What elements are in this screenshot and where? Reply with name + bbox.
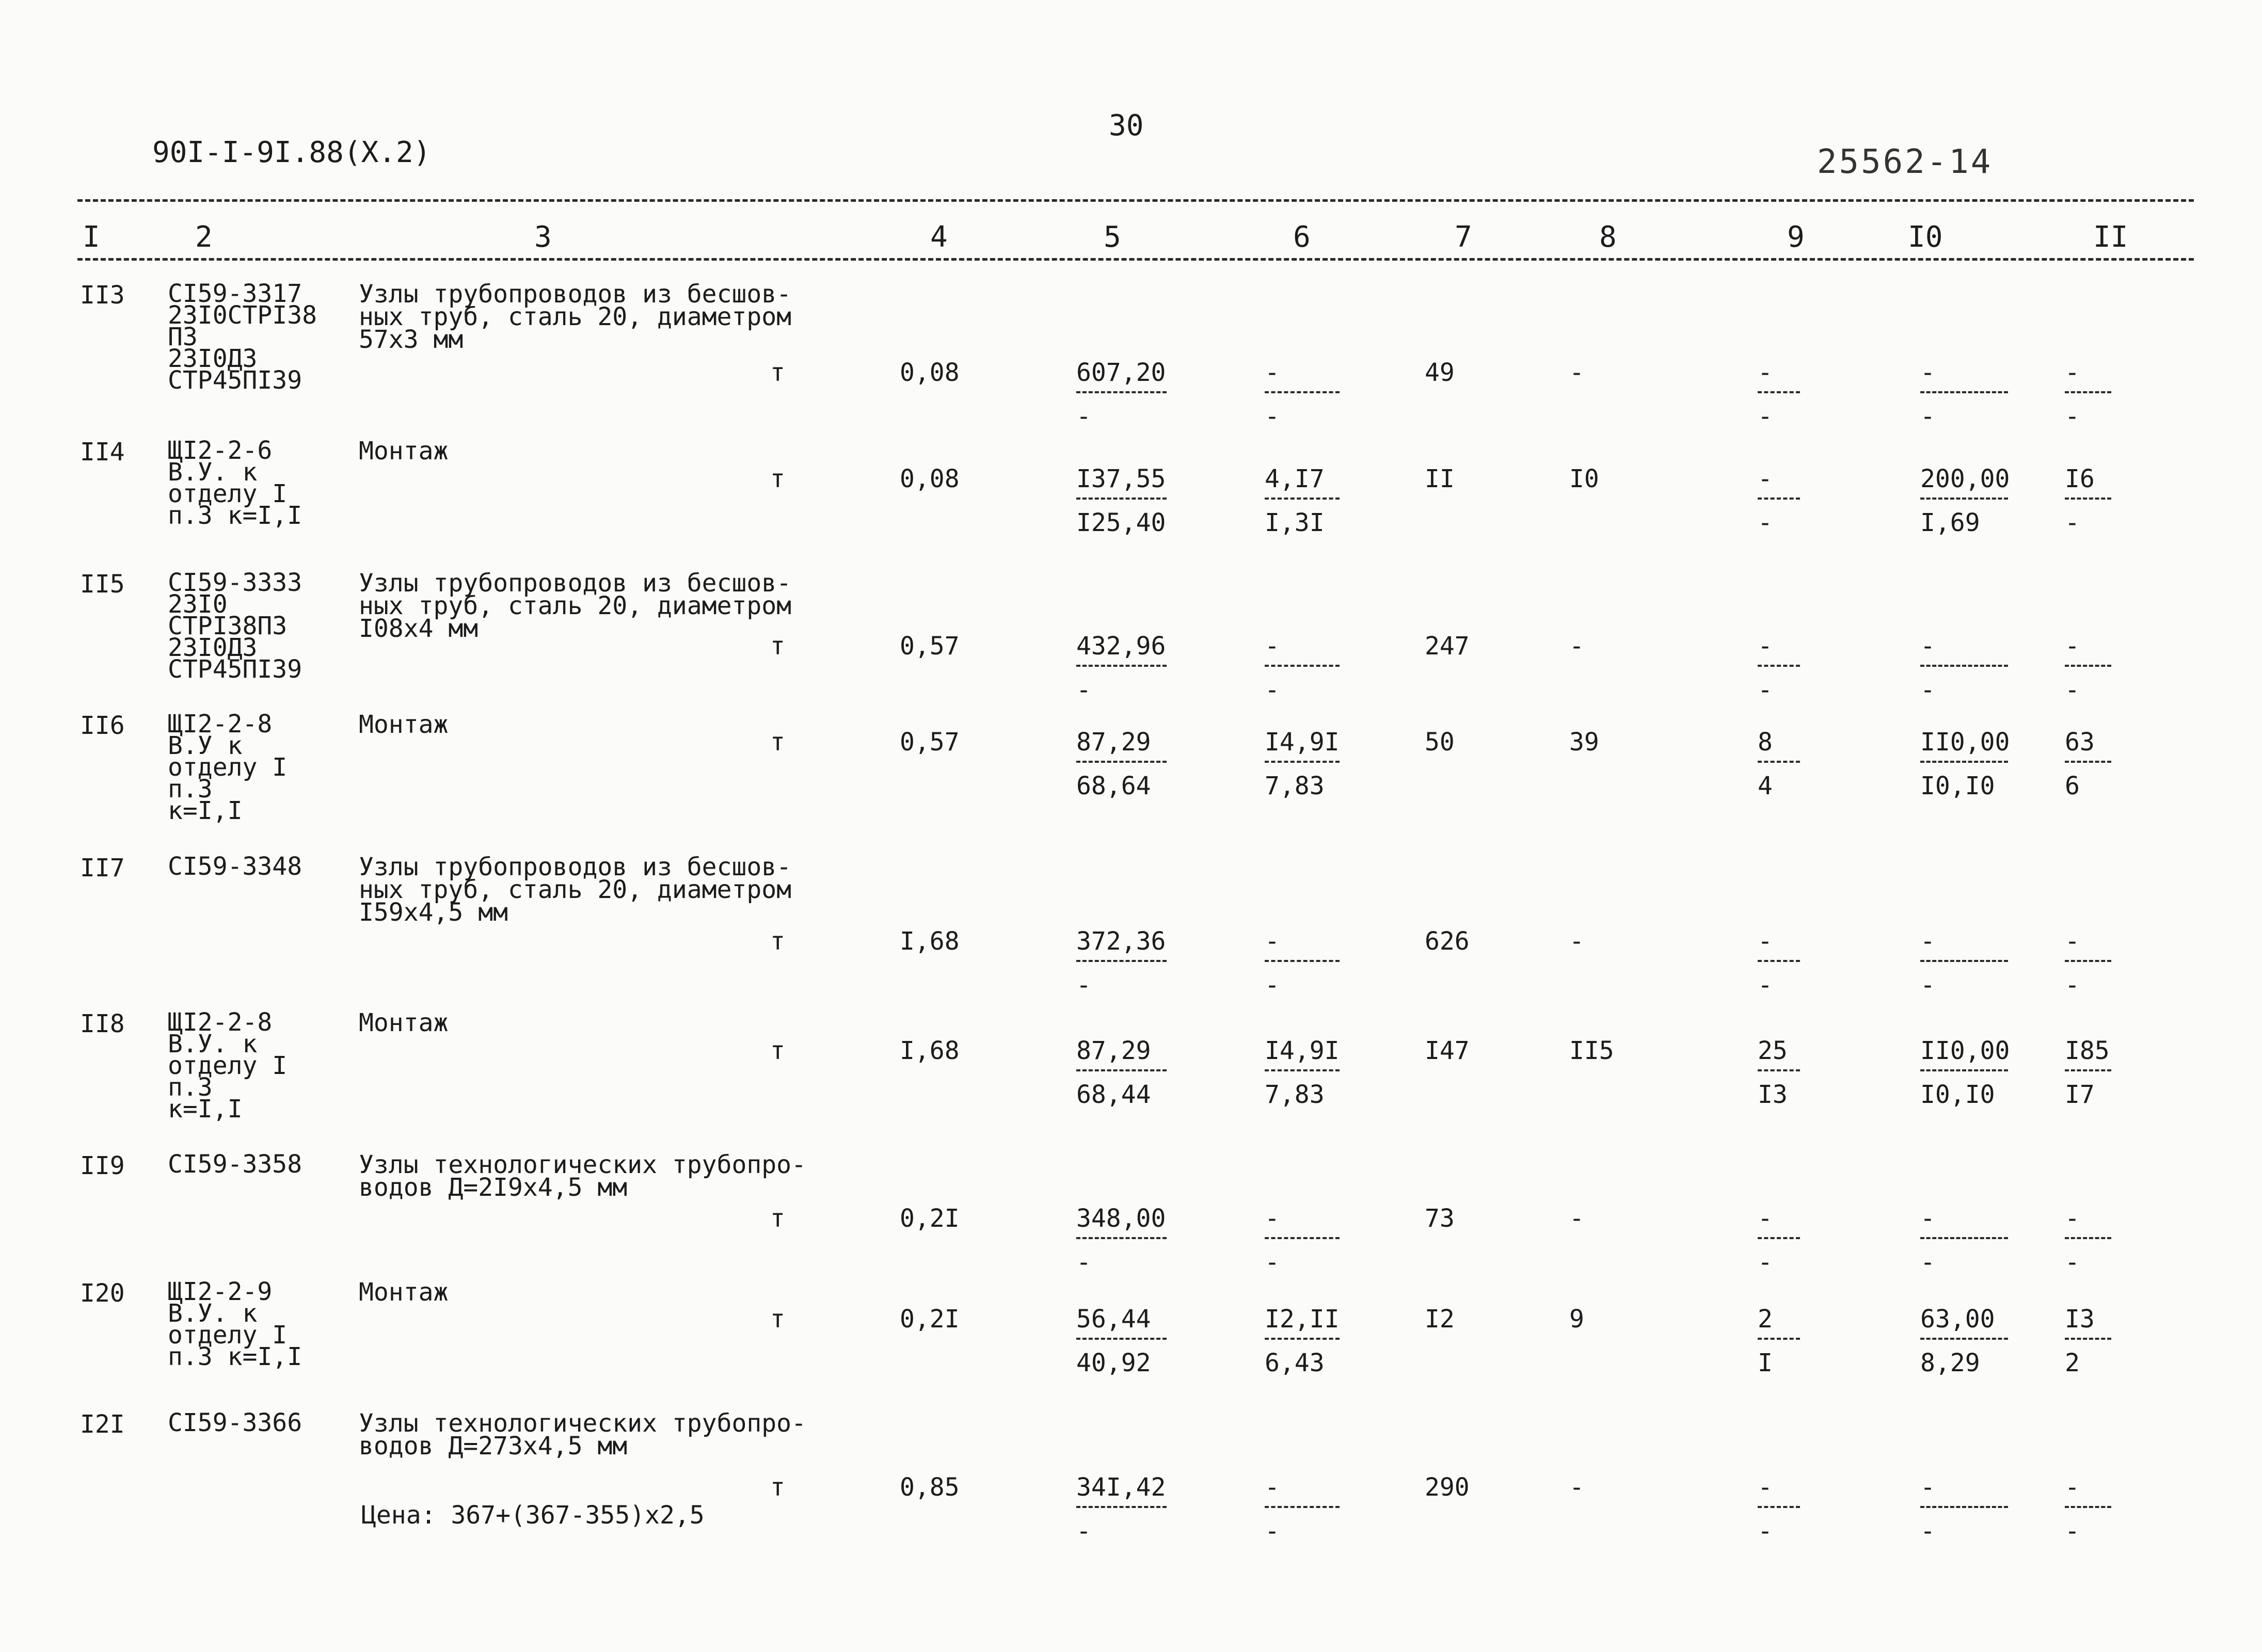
fraction-bar [1076, 391, 1167, 393]
machinist-labor-per-unit: - [1920, 402, 1935, 431]
total-machine-cost: - [1758, 927, 1773, 956]
rate-code: CI59-3366 [168, 1408, 302, 1437]
column-header-8: 8 [1599, 220, 1617, 254]
work-description: Узлы трубопроводов из бесшов- ных труб, сталь 20, диаметром I08x4 мм [359, 569, 792, 643]
machinist-labor-total: - [2065, 971, 2080, 1000]
quantity: I,68 [900, 1036, 960, 1065]
quantity: 0,08 [900, 358, 960, 387]
total-wages: - [1569, 1204, 1584, 1233]
machine-wages: 6,43 [1265, 1349, 1325, 1377]
row-number: II9 [80, 1151, 125, 1180]
labor-per-unit: II0,00 [1920, 1036, 2010, 1065]
labor-total: - [2065, 632, 2080, 661]
fraction-bar [1758, 1506, 1800, 1508]
fraction-bar [1076, 1237, 1167, 1239]
machinist-labor-total: 2 [2065, 1349, 2080, 1377]
fraction-bar [1265, 1069, 1340, 1071]
row-number: II7 [80, 854, 125, 883]
total-machine-wages: - [1758, 1517, 1773, 1546]
unit-cost-wages: - [1076, 1517, 1091, 1546]
column-header-2: 2 [195, 220, 213, 254]
page-number: 30 [1109, 109, 1144, 142]
row-number: II8 [80, 1009, 125, 1038]
labor-total: - [2065, 927, 2080, 956]
unit-of-measure: т [770, 927, 785, 956]
unit-cost-wages: - [1076, 402, 1091, 431]
machinist-labor-total: - [2065, 1248, 2080, 1277]
total-machine-cost: 2 [1758, 1305, 1773, 1334]
fraction-bar [1920, 1506, 2008, 1508]
unit-cost-total: 56,44 [1076, 1305, 1151, 1334]
fraction-bar [1758, 1338, 1800, 1340]
total-machine-cost: - [1758, 464, 1773, 493]
fraction-bar [1758, 761, 1800, 763]
labor-total: - [2065, 358, 2080, 387]
unit-cost-wages: 68,64 [1076, 772, 1151, 800]
unit-cost-total: 34I,42 [1076, 1473, 1166, 1502]
column-header-7: 7 [1455, 220, 1472, 254]
machinist-labor-per-unit: I0,I0 [1920, 772, 1995, 800]
total-machine-cost: 25 [1758, 1036, 1788, 1065]
row-number: II4 [80, 438, 125, 467]
labor-total: - [2065, 1204, 2080, 1233]
work-description: Монтаж [359, 710, 449, 739]
fraction-bar [2065, 1237, 2111, 1239]
fraction-bar [2065, 1069, 2111, 1071]
machine-wages: - [1265, 1517, 1280, 1546]
column-header-4: 4 [930, 220, 948, 254]
fraction-bar [1920, 960, 2008, 962]
unit-cost-wages: - [1076, 1248, 1091, 1277]
machinist-labor-total: - [2065, 1517, 2080, 1546]
labor-per-unit: - [1920, 927, 1935, 956]
fraction-bar [2065, 391, 2111, 393]
fraction-bar [1076, 498, 1167, 500]
column-header-5: 5 [1104, 220, 1121, 254]
labor-per-unit: 200,00 [1920, 464, 2010, 493]
column-header-1: I [83, 220, 100, 254]
rate-code: CI59-3358 [168, 1150, 302, 1179]
fraction-bar [1758, 1069, 1800, 1071]
machine-cost: I2,II [1265, 1305, 1340, 1334]
rate-code: CI59-3317 23I0CTPI38 П3 23I0Д3 CTP45ПI39 [168, 279, 317, 395]
machine-cost: - [1265, 358, 1280, 387]
fraction-bar [1265, 1338, 1340, 1340]
rate-code: CI59-3348 [168, 852, 302, 881]
machine-cost: - [1265, 927, 1280, 956]
total-machine-wages: 4 [1758, 772, 1773, 800]
labor-per-unit: - [1920, 1473, 1935, 1502]
total-cost: II [1425, 464, 1455, 493]
total-machine-cost: - [1758, 358, 1773, 387]
fraction-bar [1265, 1237, 1340, 1239]
fraction-bar [1758, 665, 1800, 667]
quantity: 0,85 [900, 1473, 960, 1502]
machine-cost: 4,I7 [1265, 464, 1325, 493]
unit-of-measure: т [770, 632, 785, 661]
price-note: Цена: 367+(367-355)x2,5 [361, 1501, 705, 1530]
total-wages: - [1569, 632, 1584, 661]
labor-total: I3 [2065, 1305, 2095, 1334]
machinist-labor-per-unit: 8,29 [1920, 1349, 1980, 1377]
fraction-bar [2065, 1506, 2111, 1508]
work-description: Монтаж [359, 1278, 449, 1307]
unit-of-measure: т [770, 1473, 785, 1502]
machine-wages: - [1265, 402, 1280, 431]
fraction-bar [1265, 1506, 1340, 1508]
row-number: II3 [80, 281, 125, 310]
machine-cost: - [1265, 632, 1280, 661]
total-wages: - [1569, 1473, 1584, 1502]
fraction-bar [2065, 761, 2111, 763]
fraction-bar [1265, 498, 1340, 500]
machine-cost: - [1265, 1204, 1280, 1233]
document-code: 90I-I-9I.88(X.2) [152, 136, 431, 169]
machine-wages: 7,83 [1265, 772, 1325, 800]
fraction-bar [1920, 761, 2008, 763]
machine-cost: I4,9I [1265, 1036, 1340, 1065]
unit-of-measure: т [770, 1036, 785, 1065]
fraction-bar [1920, 391, 2008, 393]
column-header-6: 6 [1293, 220, 1311, 254]
row-number: II6 [80, 711, 125, 740]
work-description: Монтаж [359, 437, 449, 466]
total-cost: 626 [1425, 927, 1470, 956]
machinist-labor-per-unit: I,69 [1920, 508, 1980, 537]
total-cost: I2 [1425, 1305, 1455, 1334]
machinist-labor-total: - [2065, 508, 2080, 537]
labor-per-unit: - [1920, 358, 1935, 387]
machinist-labor-per-unit: - [1920, 971, 1935, 1000]
header-bottom-rule [77, 258, 2194, 261]
unit-cost-wages: - [1076, 676, 1091, 704]
fraction-bar [1920, 1069, 2008, 1071]
quantity: 0,2I [900, 1204, 960, 1233]
machine-cost: I4,9I [1265, 728, 1340, 757]
rate-code: ЩI2-2-6 В.У. к отделу I п.3 к=I,I [168, 436, 302, 530]
total-machine-cost: - [1758, 632, 1773, 661]
fraction-bar [1076, 665, 1167, 667]
column-header-3: 3 [534, 220, 552, 254]
unit-of-measure: т [770, 464, 785, 493]
total-machine-wages: - [1758, 508, 1773, 537]
total-machine-cost: - [1758, 1473, 1773, 1502]
unit-cost-total: I37,55 [1076, 464, 1166, 493]
total-cost: 50 [1425, 728, 1455, 757]
fraction-bar [1758, 1237, 1800, 1239]
quantity: 0,08 [900, 464, 960, 493]
machinist-labor-per-unit: I0,I0 [1920, 1080, 1995, 1109]
unit-cost-wages: - [1076, 971, 1091, 1000]
unit-cost-total: 87,29 [1076, 1036, 1151, 1065]
total-wages: 39 [1569, 728, 1599, 757]
machine-wages: - [1265, 1248, 1280, 1277]
fraction-bar [1265, 391, 1340, 393]
total-machine-wages: - [1758, 402, 1773, 431]
column-header-10: I0 [1908, 220, 1943, 254]
unit-cost-wages: 68,44 [1076, 1080, 1151, 1109]
unit-cost-wages: 40,92 [1076, 1349, 1151, 1377]
unit-cost-total: 607,20 [1076, 358, 1166, 387]
unit-of-measure: т [770, 358, 785, 387]
quantity: I,68 [900, 927, 960, 956]
column-header-11: II [2093, 220, 2128, 254]
fraction-bar [1758, 498, 1800, 500]
fraction-bar [2065, 960, 2111, 962]
labor-total: - [2065, 1473, 2080, 1502]
total-wages: - [1569, 358, 1584, 387]
fraction-bar [1920, 665, 2008, 667]
fraction-bar [1076, 1069, 1167, 1071]
rate-code: CI59-3333 23I0 CTPI38П3 23I0Д3 CTP45ПI39 [168, 568, 302, 684]
rate-code: ЩI2-2-8 В.У к отделу I п.3 к=I,I [168, 710, 288, 825]
machine-wages: - [1265, 971, 1280, 1000]
row-number: I2I [80, 1410, 125, 1439]
unit-of-measure: т [770, 728, 785, 757]
fraction-bar [1076, 960, 1167, 962]
machinist-labor-total: 6 [2065, 772, 2080, 800]
total-wages: 9 [1569, 1305, 1584, 1334]
header-top-rule [77, 199, 2194, 202]
total-cost: 49 [1425, 358, 1455, 387]
total-machine-wages: - [1758, 676, 1773, 704]
row-number: II5 [80, 570, 125, 599]
fraction-bar [2065, 1338, 2111, 1340]
row-number: I20 [80, 1279, 125, 1308]
unit-cost-total: 372,36 [1076, 927, 1166, 956]
fraction-bar [1076, 1506, 1167, 1508]
machine-cost: - [1265, 1473, 1280, 1502]
labor-per-unit: - [1920, 632, 1935, 661]
total-cost: I47 [1425, 1036, 1470, 1065]
labor-per-unit: - [1920, 1204, 1935, 1233]
labor-total: I85 [2065, 1036, 2110, 1065]
fraction-bar [2065, 498, 2111, 500]
total-cost: 73 [1425, 1204, 1455, 1233]
unit-of-measure: т [770, 1305, 785, 1334]
unit-of-measure: т [770, 1204, 785, 1233]
work-description: Узлы трубопроводов из бесшов- ных труб, сталь 20, диаметром 57x3 мм [359, 280, 792, 354]
machinist-labor-total: - [2065, 402, 2080, 431]
fraction-bar [1920, 1338, 2008, 1340]
machinist-labor-per-unit: - [1920, 676, 1935, 704]
machine-wages: - [1265, 676, 1280, 704]
total-machine-wages: - [1758, 971, 1773, 1000]
unit-cost-total: 87,29 [1076, 728, 1151, 757]
machinist-labor-total: - [2065, 676, 2080, 704]
total-machine-wages: I3 [1758, 1080, 1788, 1109]
machinist-labor-per-unit: - [1920, 1248, 1935, 1277]
total-cost: 247 [1425, 632, 1470, 661]
unit-cost-total: 348,00 [1076, 1204, 1166, 1233]
archive-stamp: 25562-14 [1817, 143, 1993, 181]
machinist-labor-per-unit: - [1920, 1517, 1935, 1546]
machinist-labor-total: I7 [2065, 1080, 2095, 1109]
fraction-bar [1076, 761, 1167, 763]
work-description: Узлы технологических трубопро- водов Д=273x4,5 мм [359, 1409, 806, 1461]
fraction-bar [1758, 960, 1800, 962]
total-wages: I0 [1569, 464, 1599, 493]
machine-wages: 7,83 [1265, 1080, 1325, 1109]
fraction-bar [1265, 960, 1340, 962]
rate-code: ЩI2-2-9 В.У. к отделу I п.3 к=I,I [168, 1277, 302, 1371]
quantity: 0,57 [900, 632, 960, 661]
fraction-bar [1076, 1338, 1167, 1340]
total-machine-cost: 8 [1758, 728, 1773, 757]
labor-per-unit: II0,00 [1920, 728, 2010, 757]
fraction-bar [1758, 391, 1800, 393]
quantity: 0,2I [900, 1305, 960, 1334]
fraction-bar [1920, 1237, 2008, 1239]
total-machine-wages: - [1758, 1248, 1773, 1277]
work-description: Монтаж [359, 1008, 449, 1037]
labor-per-unit: 63,00 [1920, 1305, 1995, 1334]
fraction-bar [2065, 665, 2111, 667]
total-machine-cost: - [1758, 1204, 1773, 1233]
unit-cost-total: 432,96 [1076, 632, 1166, 661]
labor-total: 63 [2065, 728, 2095, 757]
column-header-9: 9 [1787, 220, 1805, 254]
labor-total: I6 [2065, 464, 2095, 493]
rate-code: ЩI2-2-8 В.У. к отделу I п.3 к=I,I [168, 1008, 288, 1124]
work-description: Узлы трубопроводов из бесшов- ных труб, сталь 20, диаметром I59x4,5 мм [359, 853, 792, 927]
fraction-bar [1265, 761, 1340, 763]
total-machine-wages: I [1758, 1349, 1773, 1377]
work-description: Узлы технологических трубопро- водов Д=2I9x4,5 мм [359, 1150, 806, 1202]
unit-cost-wages: I25,40 [1076, 508, 1166, 537]
total-cost: 290 [1425, 1473, 1470, 1502]
fraction-bar [1920, 498, 2008, 500]
machine-wages: I,3I [1265, 508, 1325, 537]
total-wages: - [1569, 927, 1584, 956]
total-wages: II5 [1569, 1036, 1614, 1065]
quantity: 0,57 [900, 728, 960, 757]
fraction-bar [1265, 665, 1340, 667]
